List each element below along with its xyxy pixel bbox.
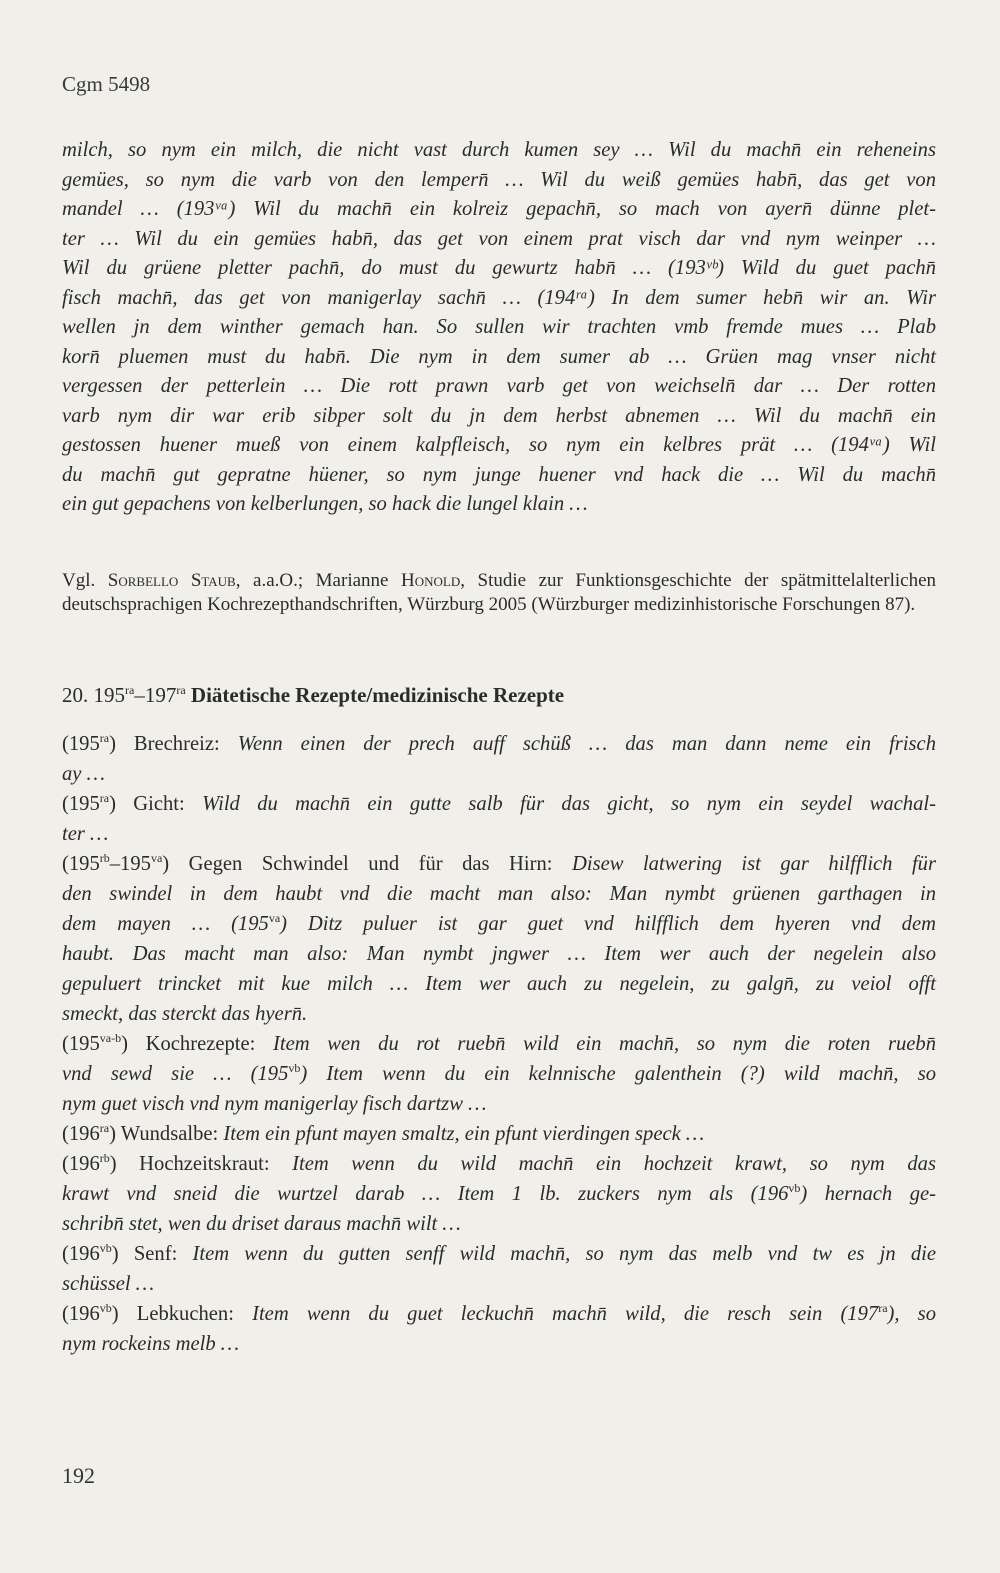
recipe-label: ) Brechreiz: [109, 733, 238, 755]
recipe-entry-line [62, 1059, 936, 1089]
recipe-text: ) hernach ge- [800, 1183, 936, 1205]
recipe-entry-line [62, 879, 936, 909]
reference-text: , Studie zur Funktionsgeschichte der spätmittelalterlichen deutschsprachigen Kochrezepthandschriften, Würzburg 2005 (Würzburger medizinhistorische Forschungen 87). [62, 570, 937, 615]
recipe-entry-line [62, 1119, 936, 1149]
folio-superscript: ra [125, 683, 135, 697]
recipe-text: Item wenn du gutten senff wild machn̄, so nym das melb vnd tw es jn die [192, 1243, 936, 1265]
excerpt-line: mandel … (193ᵛᵃ) Wil du machn̄ ein kolreiz gepachn̄, so mach von ayern̄ dünne plet- [62, 198, 936, 220]
recipe-text: ), so [887, 1303, 936, 1325]
reference-prefix: Vgl. [62, 570, 108, 591]
folio-superscript: va-b [99, 1031, 122, 1046]
recipe-entry-line [62, 849, 936, 879]
recipe-text: ter … [62, 823, 109, 845]
folio-range: –197 [134, 683, 177, 707]
recipe-label: ) Gegen Schwindel und für das Hirn: [162, 853, 572, 875]
recipe-entry-line [62, 759, 936, 789]
folio-superscript: va [150, 851, 163, 866]
folio-superscript: ra [99, 1121, 110, 1136]
excerpt-line: gemües, so nym die varb von den lempern̄ … Wil du weiß gemües habn̄, das get von [62, 168, 936, 191]
recipe-entry-line [62, 969, 936, 999]
excerpt-line: du machn̄ gut gepratne hüener, so nym junge huener vnd hack die … Wil du machn̄ [62, 463, 936, 486]
folio-superscript: rb [99, 851, 110, 866]
recipe-text: Disew latwering ist gar hilfflich für [572, 853, 936, 875]
recipe-text: Wild du machn̄ ein gutte salb für das gicht, so nym ein seydel wachal- [202, 793, 936, 815]
folio-superscript: va [268, 911, 281, 926]
author-name: Sorbello Staub [107, 570, 236, 591]
recipe-label: ) Lebkuchen: [111, 1303, 253, 1325]
reference-text: , a.a.O.; Marianne [235, 570, 401, 591]
recipe-text: ay … [62, 763, 105, 785]
recipe-text: Wenn einen der prech auff schüß … das man dann neme ein frisch [237, 733, 936, 755]
running-head: Cgm 5498 [62, 72, 151, 96]
recipe-text: nym rockeins melb … [62, 1333, 240, 1355]
folio-superscript: vb [288, 1061, 301, 1076]
section-title: Diätetische Rezepte/medizinische Rezepte [190, 683, 565, 707]
folio-superscript: rb [99, 1151, 110, 1166]
folio-superscript: ra [99, 731, 110, 746]
recipe-text: schüssel … [62, 1273, 155, 1295]
excerpt-line: Wil du grüene pletter pachn̄, do must du gewurtz habn̄ … (193ᵛᵇ) Wild du guet pachn̄ [62, 257, 936, 279]
recipe-entry-line [62, 1239, 936, 1269]
recipe-text: krawt vnd sneid die wurtzel darab … Item 1 lb. zuckers nym als (196 [62, 1183, 789, 1205]
recipe-text: vnd sewd sie … (195 [62, 1063, 289, 1085]
folio-superscript: vb [788, 1181, 801, 1196]
excerpt-line: fisch machn̄, das get von manigerlay sachn̄ … (194ʳᵃ) In dem sumer hebn̄ wir an. Wir [62, 286, 936, 309]
recipe-text: den swindel in dem haubt vnd die macht man also: Man nymbt grüenen garthagen in [62, 883, 936, 905]
recipe-entry-line [62, 1149, 936, 1179]
folio-ref: –195 [109, 853, 151, 875]
excerpt-line: ein gut gepachens von kelberlungen, so hack die lungel klain … [62, 493, 588, 515]
folio-superscript: vb [99, 1241, 112, 1256]
recipe-text: Item wenn du guet leckuchn̄ machn̄ wild, die resch sein (197 [252, 1303, 879, 1325]
recipe-entry-line [62, 1179, 936, 1209]
recipe-text: schribn̄ stet, wen du driset daraus machn̄ wilt … [62, 1213, 461, 1235]
excerpt-line: ter … Wil du ein gemües habn̄, das get von einem prat visch dar vnd nym weinper … [62, 227, 936, 250]
section-number: 20. 195 [62, 683, 125, 707]
folio-ref: (195 [62, 793, 100, 815]
recipe-text: Item wenn du wild machn̄ ein hochzeit krawt, so nym das [292, 1153, 936, 1175]
folio-ref: (196 [62, 1123, 100, 1145]
recipe-entry-line [62, 1209, 936, 1239]
recipe-text: Item wen du rot ruebn̄ wild ein machn̄, so nym die roten ruebn̄ [273, 1033, 936, 1055]
folio-ref: (195 [62, 1033, 100, 1055]
recipe-label: ) Hochzeitskraut: [109, 1153, 293, 1175]
author-name: Honold [401, 570, 461, 591]
folio-ref: (196 [62, 1303, 100, 1325]
section-heading [62, 683, 564, 708]
recipe-entry-line [62, 909, 936, 939]
recipe-label: ) Gicht: [109, 793, 203, 815]
recipe-entry-line [62, 1329, 936, 1359]
folio-ref: (196 [62, 1153, 100, 1175]
excerpt-line: gestossen huener mueß von einem kalpfleisch, so nym ein kelbres prät … (194ᵛᵃ) Wil [62, 434, 936, 456]
recipe-entry-line [62, 999, 936, 1029]
recipe-text: haubt. Das macht man also: Man nymbt jngwer … Item wer auch der negelein also [62, 943, 936, 965]
recipe-entry-line [62, 1089, 936, 1119]
folio-superscript: vb [99, 1301, 112, 1316]
recipe-label: ) Wundsalbe: [109, 1123, 224, 1145]
recipe-entry-line [62, 819, 936, 849]
recipe-text: nym guet visch vnd nym manigerlay fisch dartzw … [62, 1093, 487, 1115]
excerpt-line: vergessen der petterlein … Die rott prawn varb get von weichseln̄ dar … Der rotten [62, 375, 936, 397]
page-number: 192 [62, 1463, 95, 1488]
recipe-entry-line [62, 939, 936, 969]
recipe-text: Item ein pfunt mayen smaltz, ein pfunt vierdingen speck … [223, 1123, 705, 1145]
recipe-label: ) Kochrezepte: [121, 1033, 274, 1055]
recipe-entry-line [62, 1269, 936, 1299]
recipe-entry-line [62, 729, 936, 759]
recipe-text: dem mayen … (195 [62, 913, 269, 935]
recipe-entry-line [62, 1299, 936, 1329]
recipe-entry-line [62, 789, 936, 819]
folio-superscript: ra [176, 683, 186, 697]
folio-ref: (195 [62, 853, 100, 875]
excerpt-line: varb nym dir war erib sibper solt du jn dem herbst abnemen … Wil du machn̄ ein [62, 404, 936, 427]
folio-ref: (196 [62, 1243, 100, 1265]
recipe-text: smeckt, das sterckt das hyern̄. [62, 1003, 308, 1025]
folio-superscript: ra [878, 1301, 888, 1316]
recipe-label: ) Senf: [111, 1243, 193, 1265]
recipe-entry-line [62, 1029, 936, 1059]
excerpt-line: milch, so nym ein milch, die nicht vast durch kumen sey … Wil du machn̄ ein reheneins [62, 139, 936, 161]
bibliographic-reference [62, 569, 936, 617]
folio-superscript: ra [99, 791, 110, 806]
recipe-text: ) Item wenn du ein kelnnische galenthein (?) wild machn̄, so [300, 1063, 937, 1085]
excerpt-line: wellen jn dem winther gemach han. So sullen wir trachten vmb fremde mues … Plab [62, 316, 936, 338]
recipe-entry-list [62, 729, 936, 1359]
folio-ref: (195 [62, 733, 100, 755]
recipe-text: gepuluert trincket mit kue milch … Item wer auch zu negelein, zu galgn̄, zu veiol offt [62, 973, 936, 995]
recipe-text: ) Ditz puluer ist gar guet vnd hilfflich dem hyeren vnd dem [280, 913, 936, 935]
excerpt-line: korn̄ pluemen must du habn̄. Die nym in dem sumer ab … Grüen mag vnser nicht [62, 345, 936, 368]
edition-excerpt [62, 136, 936, 520]
